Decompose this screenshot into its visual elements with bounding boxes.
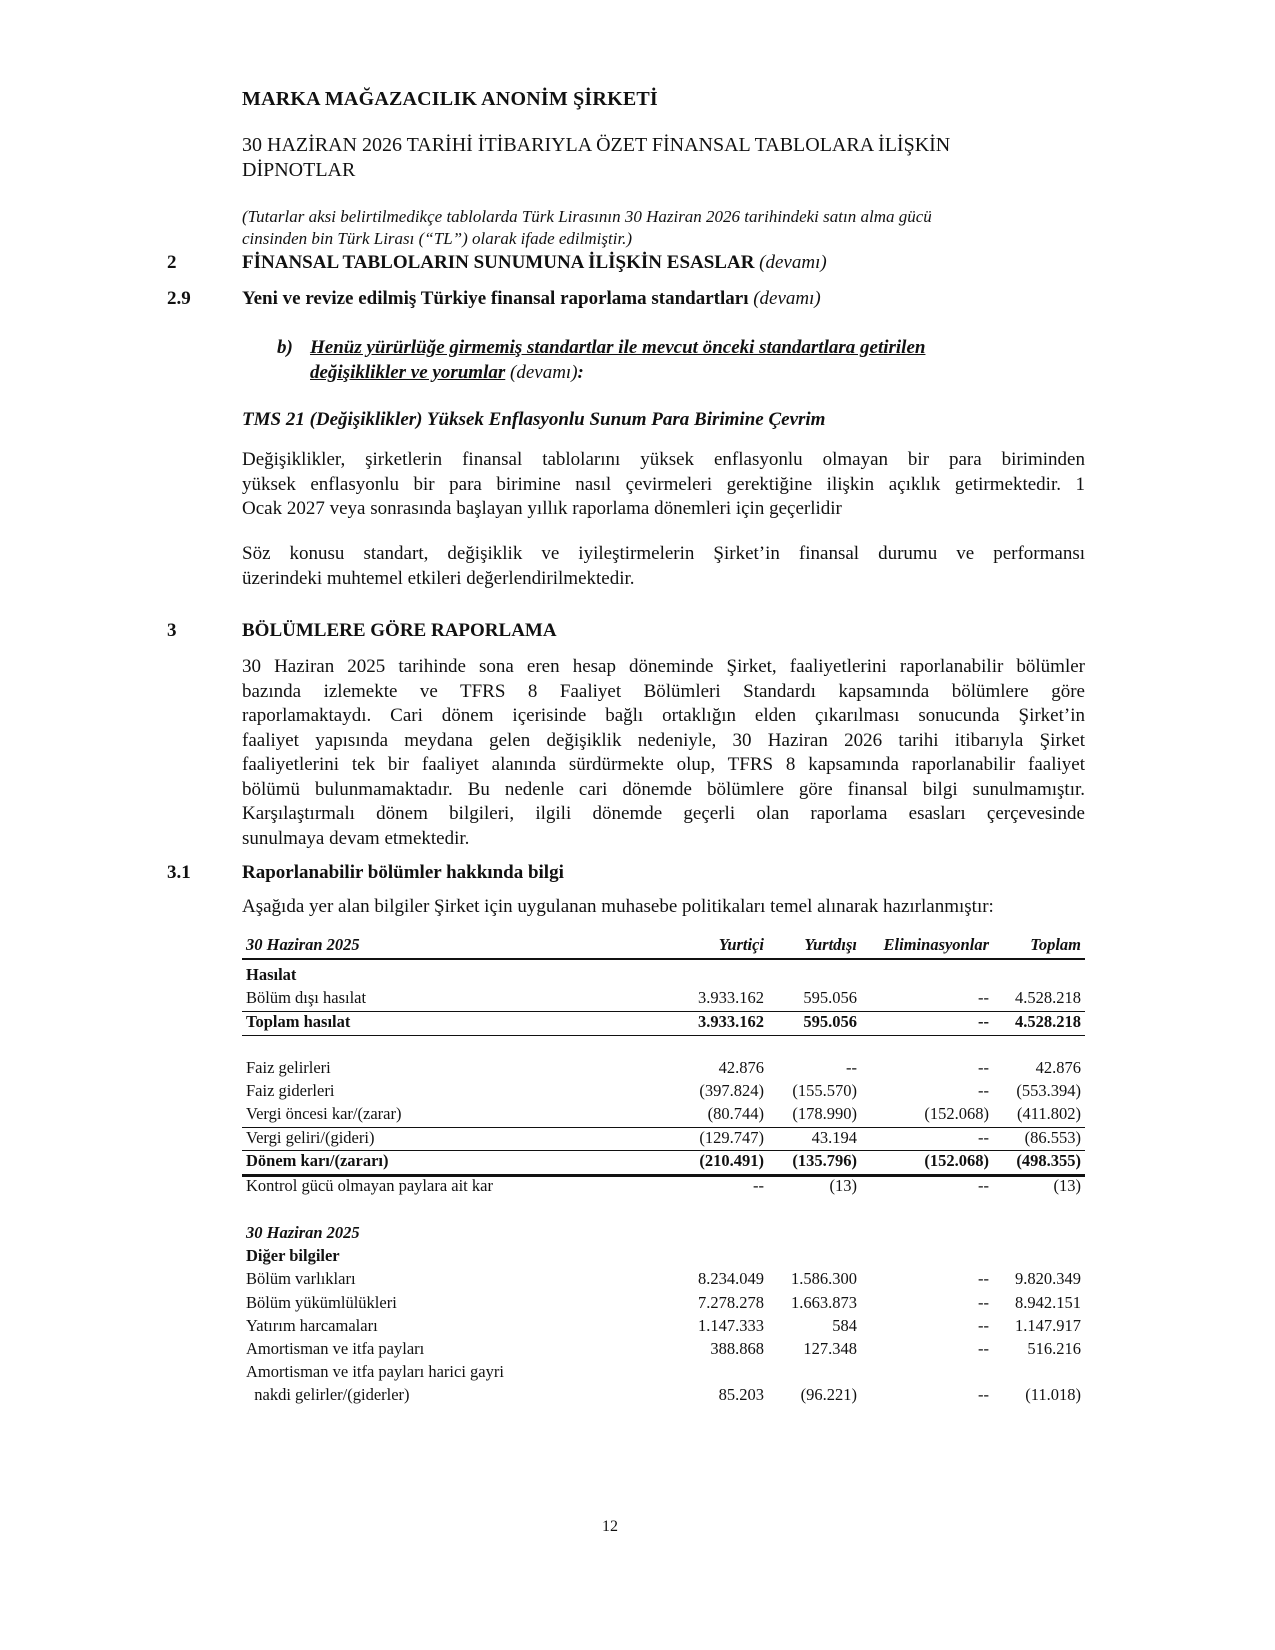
table-cell-abroad: (135.796) [792, 1151, 857, 1170]
table-cell-total: 516.216 [1027, 1339, 1081, 1358]
table-cell-domestic: (210.491) [699, 1151, 764, 1170]
table-cell-domestic: -- [753, 1176, 764, 1195]
table-cell-abroad: (178.990) [792, 1104, 857, 1123]
table-cell-total: 4.528.218 [1015, 988, 1081, 1007]
table-cell-label: Toplam hasılat [246, 1012, 351, 1031]
table-row [242, 988, 1085, 1010]
paragraph-line: üzerindeki muhtemel etkileri değerlendirilmektedir. [242, 567, 635, 589]
table-cell-domestic: 3.933.162 [698, 1012, 764, 1031]
table-row [242, 1128, 1085, 1150]
section-2-9-number: 2.9 [167, 288, 191, 309]
table-cell-total: (86.553) [1024, 1128, 1081, 1147]
table-row [242, 1316, 1085, 1338]
table-row [242, 1362, 1085, 1384]
section-2-continued: (devamı) [759, 252, 827, 273]
table-cell-label: Dönem karı/(zararı) [246, 1151, 389, 1170]
table-cell-eliminations: -- [978, 1339, 989, 1358]
subsection-b-continued: (devamı) [510, 362, 578, 383]
other-info-period [242, 1223, 1085, 1245]
section-2-9-continued: (devamı) [753, 288, 821, 309]
table-cell-total: 4.528.218 [1015, 1012, 1081, 1031]
table-header-period: 30 Haziran 2025 [246, 935, 360, 954]
table-cell-domestic: 8.234.049 [698, 1269, 764, 1288]
table-cell-eliminations: -- [978, 1269, 989, 1288]
paragraph-line: raporlamaktaydı. Cari dönem içerisinde bağlı ortaklığın elden çıkarılması sonucunda Şirket’in [242, 705, 1085, 726]
section-3-number: 3 [167, 620, 177, 641]
table-header-abroad: Yurtdışı [804, 935, 857, 954]
table-cell-label: Vergi öncesi kar/(zarar) [246, 1104, 402, 1123]
table-cell-eliminations: -- [978, 1176, 989, 1195]
company-name: MARKA MAĞAZACILIK ANONİM ŞİRKETİ [242, 88, 658, 110]
table-cell-total: (498.355) [1016, 1151, 1081, 1170]
table-cell-eliminations: (152.068) [924, 1151, 989, 1170]
table-header-eliminations: Eliminasyonlar [883, 935, 989, 954]
table-cell-eliminations: -- [978, 988, 989, 1007]
section-2-number: 2 [167, 252, 177, 273]
table-cell-domestic: 42.876 [718, 1058, 764, 1077]
document-title [242, 133, 1042, 183]
subsection-b-line1: Henüz yürürlüğe girmemiş standartlar ile mevcut önceki standartlara getirilen [310, 337, 926, 358]
table-cell-label: Hasılat [246, 965, 297, 984]
table-row [242, 965, 1085, 987]
table-cell-eliminations: -- [978, 1012, 989, 1031]
table-row [242, 1176, 1085, 1198]
table-cell-abroad: 127.348 [803, 1339, 857, 1358]
segment-table [242, 935, 1085, 1415]
paragraph-line: yüksek enflasyonlu bir para birimine nasıl çevirmeleri gerektiğine ilişkin açıklık getirmektedir. 1 [242, 473, 1085, 495]
table-row [242, 1151, 1085, 1173]
table-cell-abroad: 584 [832, 1316, 857, 1335]
table-row [242, 1104, 1085, 1126]
table-cell-total: 42.876 [1035, 1058, 1081, 1077]
table-cell-eliminations: -- [978, 1058, 989, 1077]
table-cell-domestic: 1.147.333 [698, 1316, 764, 1335]
table-cell-abroad: -- [846, 1058, 857, 1077]
subsection-b-colon: : [577, 362, 584, 383]
table-cell-total: 9.820.349 [1015, 1269, 1081, 1288]
table-cell-eliminations: -- [978, 1128, 989, 1147]
table-cell-total: (13) [1053, 1176, 1081, 1195]
paragraph-line: faaliyetlerini tek bir faaliyet alanında sürdürmekte olup, TFRS 8 kapsamında raporlanabilir faaliyet [242, 754, 1085, 775]
table-cell-label: Diğer bilgiler [246, 1246, 340, 1265]
table-cell-abroad: 1.663.873 [791, 1293, 857, 1312]
table-cell-label: Bölüm yükümlülükleri [246, 1293, 397, 1312]
table-header-row [242, 935, 1085, 957]
table-cell-label: Faiz gelirleri [246, 1058, 331, 1077]
table-cell-label: Bölüm varlıkları [246, 1269, 356, 1288]
amounts-note-line1: (Tutarlar aksi belirtilmedikçe tablolarda Türk Lirasının 30 Haziran 2026 tarihindeki satın alma gücü [242, 207, 932, 226]
document-title-line2: DİPNOTLAR [242, 159, 356, 181]
section-3-1-title: Raporlanabilir bölümler hakkında bilgi [242, 862, 564, 883]
table-cell-abroad: (13) [829, 1176, 857, 1195]
table-rule [242, 1035, 1085, 1036]
table-cell-eliminations: -- [978, 1385, 989, 1404]
table-cell-domestic: 85.203 [718, 1385, 764, 1404]
paragraph-line: sunulmaya devam etmektedir. [242, 827, 470, 849]
amounts-note [242, 206, 1062, 250]
table-row [242, 1269, 1085, 1291]
amounts-note-line2: cinsinden bin Türk Lirası (“TL”) olarak ifade edilmiştir.) [242, 229, 633, 248]
table-row [242, 1339, 1085, 1361]
table-cell-domestic: 3.933.162 [698, 988, 764, 1007]
table-row [242, 1293, 1085, 1315]
subsection-b-line2: değişiklikler ve yorumlar [310, 362, 506, 383]
paragraph-line: bölümü bulunmamaktadır. Bu nedenle cari dönemde bölümlere göre finansal bilgi sunulmamıştır. [242, 778, 1085, 800]
subsection-b-label: b) [277, 337, 293, 358]
table-cell-label: Vergi geliri/(gideri) [246, 1128, 375, 1147]
table-cell-total: (553.394) [1016, 1081, 1081, 1100]
section-3-1-intro: Aşağıda yer alan bilgiler Şirket için uygulanan muhasebe politikaları temel alınarak hazırlanmıştır: [242, 896, 994, 917]
paragraph-line: faaliyet yapısında meydana gelen değişiklik nedeniyle, 30 Haziran 2026 tarihi itibarıyla Şirket [242, 729, 1085, 751]
paragraph-line: 30 Haziran 2025 tarihinde sona eren hesap döneminde Şirket, faaliyetlerini raporlanabilir bölümler [242, 656, 1085, 677]
section-2-9-title: Yeni ve revize edilmiş Türkiye finansal raporlama standartları [242, 288, 749, 309]
table-cell-abroad: 1.586.300 [791, 1269, 857, 1288]
paragraph-line: Karşılaştırmalı dönem bilgileri, ilgili dönemde geçerli olan raporlama esasları çerçevesinde [242, 803, 1085, 824]
table-cell-label: Amortisman ve itfa payları [246, 1339, 425, 1358]
table-cell-domestic: (397.824) [699, 1081, 764, 1100]
table-cell-eliminations: -- [978, 1293, 989, 1312]
paragraph-line: Ocak 2027 veya sonrasında başlayan yıllık raporlama dönemleri için geçerlidir [242, 498, 842, 519]
table-cell-total: (11.018) [1025, 1385, 1081, 1404]
table-cell-abroad: 43.194 [811, 1128, 857, 1147]
table-row [242, 1081, 1085, 1103]
table-row [242, 1058, 1085, 1080]
table-cell-abroad: (155.570) [792, 1081, 857, 1100]
paragraph-line: Söz konusu standart, değişiklik ve iyileştirmelerin Şirket’in finansal durumu ve performansı [242, 543, 1085, 564]
table-cell-total: 8.942.151 [1015, 1293, 1081, 1312]
table-row [242, 1246, 1085, 1268]
table-header-total: Toplam [1030, 935, 1081, 954]
table-cell-label: Yatırım harcamaları [246, 1316, 378, 1335]
section-3-title: BÖLÜMLERE GÖRE RAPORLAMA [242, 620, 557, 641]
table-cell-total: 1.147.917 [1015, 1316, 1081, 1335]
section-2-9-heading [242, 288, 821, 310]
section-2-heading [242, 252, 827, 274]
table-header-rule [242, 958, 1085, 960]
table-cell-label: nakdi gelirler/(giderler) [246, 1385, 410, 1404]
paragraph-line: bazında izlemekte ve TFRS 8 Faaliyet Bölümleri Standardı kapsamında bölümlere göre [242, 680, 1085, 702]
other-info-title: 30 Haziran 2025 [246, 1223, 360, 1242]
paragraph-line: Değişiklikler, şirketlerin finansal tablolarını yüksek enflasyonlu olmayan bir para biriminden [242, 449, 1085, 470]
table-cell-total: (411.802) [1016, 1104, 1081, 1123]
table-cell-abroad: 595.056 [803, 988, 857, 1007]
table-header-domestic: Yurtiçi [718, 935, 764, 954]
tms21-heading: TMS 21 (Değişiklikler) Yüksek Enflasyonlu Sunum Para Birimine Çevrim [242, 409, 826, 430]
document-title-line1: 30 HAZİRAN 2026 TARİHİ İTİBARIYLA ÖZET FİNANSAL TABLOLARA İLİŞKİN [242, 134, 951, 156]
table-cell-label: Amortisman ve itfa payları harici gayri [246, 1362, 504, 1381]
table-cell-domestic: 7.278.278 [698, 1293, 764, 1312]
table-cell-eliminations: -- [978, 1316, 989, 1335]
section-3-1-number: 3.1 [167, 862, 191, 883]
table-cell-domestic: (129.747) [699, 1128, 764, 1147]
table-row [242, 1012, 1085, 1034]
section-2-title: FİNANSAL TABLOLARIN SUNUMUNA İLİŞKİN ESASLAR [242, 252, 755, 273]
table-cell-eliminations: -- [978, 1081, 989, 1100]
impact-paragraph [242, 542, 1085, 591]
segment-paragraph [242, 655, 1085, 851]
table-cell-domestic: (80.744) [707, 1104, 764, 1123]
table-cell-label: Faiz giderleri [246, 1081, 335, 1100]
subsection-b-heading [277, 335, 1037, 385]
table-cell-eliminations: (152.068) [924, 1104, 989, 1123]
table-cell-abroad: 595.056 [803, 1012, 857, 1031]
table-cell-label: Bölüm dışı hasılat [246, 988, 367, 1007]
table-cell-domestic: 388.868 [710, 1339, 764, 1358]
table-row [242, 1385, 1085, 1407]
table-cell-abroad: (96.221) [800, 1385, 857, 1404]
page-number: 12 [602, 1518, 618, 1535]
tms21-paragraph [242, 448, 1085, 522]
table-cell-label: Kontrol gücü olmayan paylara ait kar [246, 1176, 493, 1195]
